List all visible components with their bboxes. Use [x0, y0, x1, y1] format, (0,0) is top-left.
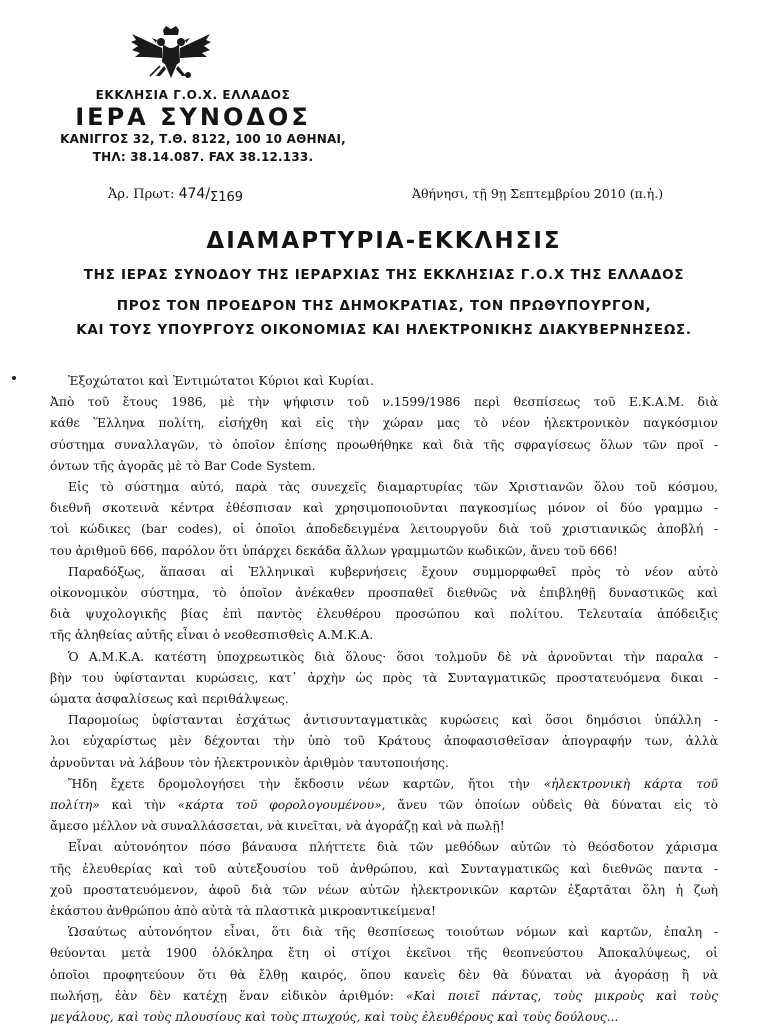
- body-line: Ὡσαύτως αὐτονόητον εἶναι, ὅτι διὰ τῆς θεσπίσεως τοιούτων νόμων καὶ καρτῶν, ἐπαλη -: [68, 925, 718, 940]
- body-line: χοῦ προστατευόμενον, ἀφοῦ διὰ τῶν νέων αὐτῶν ἠλεκτρονικῶν καρτῶν ἐξαρτᾶται ὅλη ἡ ζωὴ: [50, 882, 718, 897]
- protocol-number: [108, 186, 244, 205]
- body-line: Ἐξοχώτατοι καὶ Ἐντιμώτατοι Κύριοι καὶ Κυρίαι.: [68, 374, 374, 388]
- body-line: τῆς ἐλευθερίας καὶ τοῦ αὐτεξουσίου τοῦ ἀνθρώπου, καὶ Συνταγματικῶς καὶ διεθνῶς παντα -: [50, 861, 718, 876]
- body-line: τῆς ἀληθείας αὐτῆς εἶναι ὁ νεοθεσπισθεὶς Α.Μ.Κ.Α.: [50, 628, 374, 643]
- body-line: λοι εὐχαρίστως μὲν δέχονται τὴν ὑπὸ τοῦ Κράτους ἀποφασισθεῖσαν ἀπογραφήν των, ἀλλὰ: [50, 734, 718, 749]
- body-line: ὁποῖοι προφητεύουν ὅτι θὰ ἔλθῃ καιρός, ὅπου κανεὶς δὲν θὰ δύναται νὰ ἀγοράσῃ ἢ νὰ: [50, 967, 718, 982]
- document-subtitle-issuer: ΤΗΣ ΙΕΡΑΣ ΣΥΝΟΔΟΥ ΤΗΣ ΙΕΡΑΡΧΙΑΣ ΤΗΣ ΕΚΚΛΗΣΙΑΣ Γ.Ο.Χ ΤΗΣ ΕΛΛΑΔΟΣ: [83, 267, 685, 283]
- body-line: βὴν του ὑφίστανται κυρώσεις, κατ᾽ ἀρχὴν ὡς πρὸς τὰ Συνταγματικῶς προστατευόμενα δικαι -: [50, 670, 718, 685]
- document-subtitle-recipients-1: ΠΡΟΣ ΤΟΝ ΠΡΟΕΔΡΟΝ ΤΗΣ ΔΗΜΟΚΡΑΤΙΑΣ, ΤΟΝ ΠΡΩΘΥΠΟΥΡΓΟΝ,: [116, 298, 652, 314]
- body-line: όντων τῆς ἀγορᾶς μὲ τὸ Bar Code System.: [50, 458, 316, 473]
- letter-body: [50, 371, 718, 1028]
- body-line: Ὁ Α.Μ.Κ.Α. κατέστη ὑποχρεωτικὸς διὰ ὅλους· ὅσοι τολμοῦν δὲ νὰ ἀρνοῦνται τὴν παραλα -: [68, 649, 718, 664]
- body-line: θεύονται μετὰ 1900 ὁλόκληρα ἔτη οἱ στίχοι ἐκεῖνοι τῆς θεοπνεύστου Ἀποκαλύψεως, οἱ: [50, 946, 718, 961]
- body-line: πολίτη» καὶ τὴν «κάρτα τοῦ φορολογουμένου», ἄνευ τῶν ὁποίων οὐδεὶς θὰ δύναται εἰς τὸ: [50, 798, 718, 813]
- letterhead: [0, 0, 420, 170]
- address: ΚΑΝΙΓΓΟΣ 32, Τ.Θ. 8122, 100 10 ΑΘΗΝΑΙ,: [60, 132, 346, 146]
- body-line: Ἤδη ἔχετε δρομολογήσει τὴν ἔκδοσιν νέων καρτῶν, ἤτοι τὴν «ἠλεκτρονικὴ κάρτα τοῦ: [68, 776, 718, 791]
- body-line: του ἀριθμοῦ 666, παρόλον ὅτι ὑπάρχει δεκάδα ἄλλων γραμμωτῶν κωδικῶν, ἄνευ τοῦ 666!: [50, 543, 618, 558]
- church-name: ΕΚΚΛΗΣΙΑ Γ.Ο.Χ. ΕΛΛΑΔΟΣ: [95, 88, 291, 102]
- body-line: οἰκονομικὸν σύστημα, τὸ ὁποῖον ἀνέκαθεν προσπαθεῖ διεθνῶς νὰ ἐπιβληθῇ δυναστικῶς καὶ: [50, 586, 718, 601]
- body-line: πωλήσῃ, ἐὰν δὲν κατέχῃ ἕναν εἰδικὸν ἀριθμόν: «Καὶ ποιεῖ πάντας, τοὺς μικροὺς καὶ τοὺς: [50, 988, 718, 1003]
- contact-numbers: ΤΗΛ: 38.14.087. FAX 38.12.133.: [92, 150, 314, 164]
- scan-speck: [12, 376, 16, 380]
- body-line: μεγάλους, καὶ τοὺς πλουσίους καὶ τοὺς πτωχούς, καὶ τοὺς ἐλευθέρους καὶ τοὺς δούλους...: [50, 1010, 619, 1025]
- body-line: διεθνῆ σκοτεινὰ κέντρα ἐθέσπισαν καὶ χρησιμοποιοῦνται παγκοσμίως μόνον οἱ δύο γραμμω -: [50, 501, 718, 516]
- body-line: διὰ ψυχολογικῆς βίας ἐπὶ παντὸς ἐλευθέρου προσώπου καὶ πολίτου. Τελευταία ἀπόδειξις: [50, 607, 718, 622]
- date-line: Ἀθήνησι, τῇ 9ῃ Σεπτεμβρίου 2010 (π.ἡ.): [412, 186, 664, 201]
- protocol-label: Ἀρ. Πρωτ:: [108, 187, 175, 202]
- body-line: ἀρνοῦνται νὰ λάβουν τὸν ἠλεκτρονικὸν ἀριθμὸν ταυτοποιήσης.: [50, 755, 449, 770]
- body-line: κάθε Ἕλληνα πολίτη, εἰσήχθη καὶ εἰς τὴν χώραν μας τὸ νέον ἠλεκτρονικὸν παγκόσμιον: [50, 416, 718, 431]
- document-title: ΔΙΑΜΑΡΤΥΡΙΑ-ΕΚΚΛΗΣΙΣ: [206, 228, 562, 254]
- protocol-suffix: Σ169: [210, 190, 244, 205]
- body-line: ἑκάστου ἀνθρώπου ἀπὸ αὐτὰ τὰ πλαστικὰ μικροαντικείμενα!: [50, 904, 436, 919]
- body-line: ἄμεσο μέλλον νὰ συναλλάσσεται, νὰ κινεῖται, νὰ ἀγοράζῃ καὶ νὰ πωλῇ!: [50, 819, 505, 834]
- synod-name: ΙΕΡΑ ΣΥΝΟΔΟΣ: [75, 103, 311, 131]
- body-line: Εἶναι αὐτονόητον πόσο βάναυσα πλήττετε διὰ τῶν μεθόδων αὐτῶν τὸ θεόσδοτον χάρισμα: [68, 840, 718, 855]
- double-headed-eagle-icon: [130, 26, 212, 86]
- body-line: ώματα ἀσφαλίσεως καὶ περιθάλψεως.: [50, 692, 289, 707]
- body-line: Παραδόξως, ἅπασαι αἱ Ἑλληνικαὶ κυβερνήσεις ἔχουν συμμορφωθεῖ πρὸς τὸ νέον αὐτὸ: [68, 564, 718, 579]
- document-subtitle-recipients-2: ΚΑΙ ΤΟΥΣ ΥΠΟΥΡΓΟΥΣ ΟΙΚΟΝΟΜΙΑΣ ΚΑΙ ΗΛΕΚΤΡΟΝΙΚΗΣ ΔΙΑΚΥΒΕΡΝΗΣΕΩΣ.: [76, 322, 692, 338]
- body-line: σύστημα συναλλαγῶν, τὸ ὁποῖον ἐπίσης προωθήθηκε καὶ διὰ τῆς σφραγίσεως ὅλων τῶν προϊ -: [50, 437, 718, 452]
- body-line: Εἰς τὸ σύστημα αὐτό, παρὰ τὰς συνεχεῖς διαμαρτυρίας τῶν Χριστιανῶν ὅλου τοῦ κόσμου,: [68, 480, 718, 495]
- body-line: τοὶ κώδικες (bar codes), οἱ ὁποῖοι ἀποδεδειγμένα λειτουργοῦν διὰ τοῦ χριστιανικῶς ἀποβλή -: [50, 522, 718, 537]
- protocol-value: 474/: [178, 186, 211, 202]
- body-line: Παρομοίως ὑφίστανται ἐσχάτως ἀντισυνταγματικὰς κυρώσεις καὶ ὅσοι δημόσιοι ὑπάλλη -: [68, 713, 718, 728]
- body-line: Ἀπὸ τοῦ ἔτους 1986, μὲ τὴν ψήφισιν τοῦ ν.1599/1986 περὶ θεσπίσεως τοῦ Ε.Κ.Α.Μ. διὰ: [50, 395, 718, 410]
